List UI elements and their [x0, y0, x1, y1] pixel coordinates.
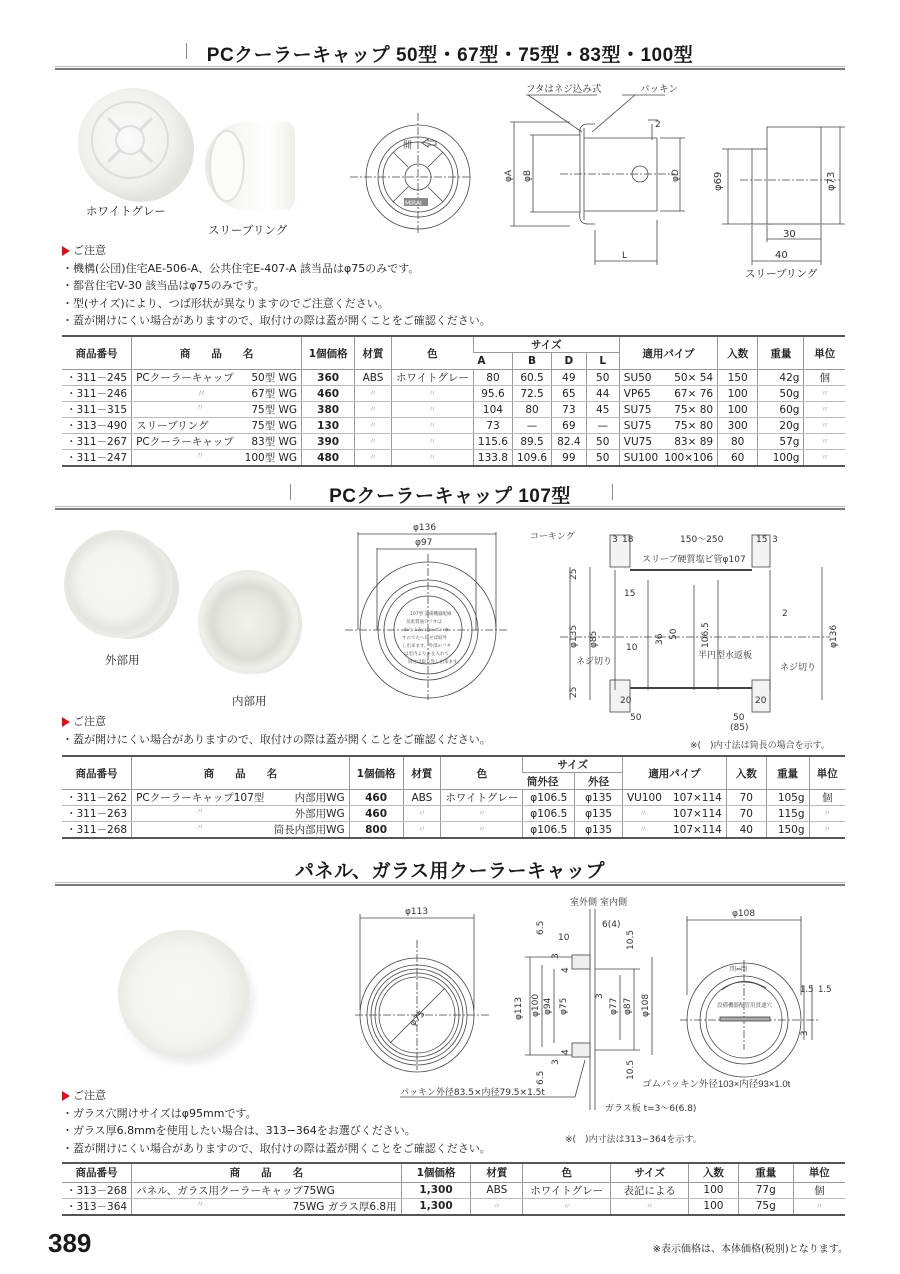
- svg-text:パッキン外径83.5×内径79.5×1.5t: パッキン外径83.5×内径79.5×1.5t: [400, 1088, 545, 1098]
- svg-text:3: 3: [800, 1030, 810, 1036]
- svg-text:φ100: φ100: [531, 993, 541, 1017]
- header-price: 1個価格: [302, 336, 355, 370]
- product-photo-external: [64, 530, 172, 638]
- table-row: ・311－263 〃 外部用WG 460 〃 〃 φ106.5 φ135 〃 107×114 70 115g 〃: [62, 806, 845, 822]
- svg-text:3: 3: [551, 1059, 561, 1065]
- svg-text:10: 10: [626, 643, 638, 653]
- note-item: ・機構(公団)住宅AE-506-A、公共住宅E-407-A 該当品はφ75のみです。: [62, 261, 420, 275]
- svg-text:φ113: φ113: [405, 907, 429, 917]
- svg-text:10.5: 10.5: [626, 1059, 636, 1080]
- svg-text:φ75: φ75: [559, 997, 569, 1015]
- photo-caption: 外部用: [105, 653, 140, 667]
- side-section-drawing: [500, 80, 700, 280]
- photo-caption: スリーブリング: [208, 223, 288, 237]
- note-item: ・蓋が開けにくい場合がありますので、取付けの際は蓋が開くことをご確認ください。: [62, 1141, 491, 1155]
- svg-text:6.5: 6.5: [536, 1070, 546, 1085]
- svg-text:パッキン: パッキン: [640, 84, 678, 95]
- product-photo-internal: [198, 570, 298, 674]
- svg-text:φ73: φ73: [826, 171, 837, 191]
- photo-caption: 内部用: [232, 694, 267, 708]
- note-item: ・都営住宅V-30 該当品はφ75のみです。: [62, 279, 265, 292]
- caution-notes: ご注意 ・ガラス穴開けサイズはφ95mmです。 ・ガラス厚6.8mmを使用したい場合は、313−364をお選びください。 ・蓋が開けにくい場合がありますので、取付けの際は蓋が開くことをご確認ください。: [62, 1087, 491, 1157]
- svg-text:φ108: φ108: [641, 993, 651, 1017]
- dimension-note: ※( )内寸法は筒長の場合を示す。: [690, 741, 830, 751]
- svg-text:φ87: φ87: [623, 997, 633, 1015]
- svg-text:φA: φA: [504, 169, 514, 182]
- front-view-107-drawing: [340, 520, 520, 700]
- spec-table-panel-glass: 商品番号 商 品 名 1個価格 材質 色 サイズ 入数 重量 単位 ・313－268 パネル、ガラス用クーラーキャップ75WG 1,300 ABS ホワイトグレー 表記による 100 77g 個 ・313－364 〃 75WG ガラス厚6.8用 1,300 〃 〃 〃 100 75g 〃: [62, 1162, 845, 1216]
- spec-table-pc-cooler-cap: 商品番号 商 品 名 1個価格 材質 色 サイズ 適用パイプ 入数 重量 単位 A B D L ・311－245 PCクーラーキャップ 50型 WG 360 ABS ホワイトグレー 80 60.5 49 50 SU50 50× 54 150 42g 個 ・311－246 〃 67型 WG 460 〃 〃 95.6 72.5 65 44 VP65 67× 76 100 50g 〃 ・311－315 〃 75型 WG 380 〃 〃 104 80 73 45 SU75 75× 80 100 60g 〃 ・313－490 スリーブリング 75型 WG 130 〃 〃 73 — 69 — SU75 75× 80 300 20g 〃 ・311－267 PCクーラーキャップ 83型 WG 390 〃 〃 115.6 89.5 82.4 50 VU75 83× 89 80 57g 〃 ・311－247 〃 100型 WG 480 〃 〃 133.8 109.6 99 50 SU100 100×106 60 100g 〃: [62, 335, 845, 467]
- svg-text:2: 2: [655, 120, 661, 130]
- svg-text:室外側: 室外側: [570, 898, 598, 908]
- svg-text:φ77: φ77: [609, 997, 619, 1015]
- title-rule: [55, 882, 845, 886]
- svg-text:回せば取り外し出来ます。: 回せば取り外し出来ます。: [408, 660, 462, 665]
- svg-text:L: L: [622, 251, 628, 261]
- front-view-drawing: [330, 95, 470, 235]
- svg-text:設備機器配管用貫通穴: 設備機器配管用貫通穴: [717, 1003, 773, 1009]
- svg-text:25: 25: [569, 568, 579, 580]
- svg-text:φ97: φ97: [415, 538, 433, 548]
- svg-text:φ75: φ75: [408, 1009, 428, 1029]
- svg-text:15: 15: [756, 535, 768, 545]
- svg-text:φB: φB: [523, 169, 533, 182]
- svg-text:15: 15: [624, 589, 636, 599]
- svg-text:2: 2: [782, 609, 788, 619]
- svg-text:気密貫通穴フタは: 気密貫通穴フタは: [406, 620, 442, 625]
- product-photo-panel-glass-cap: [118, 930, 250, 1058]
- table-row: ・313－364 〃 75WG ガラス厚6.8用 1,300 〃 〃 〃 100 75g 〃: [62, 1198, 845, 1215]
- header-color: 色: [391, 336, 473, 370]
- page-number: 389: [48, 1228, 92, 1258]
- svg-text:30: 30: [783, 229, 796, 240]
- svg-text:10.5: 10.5: [626, 929, 636, 950]
- table-row: ・311－262 PCクーラーキャップ107型 内部用WG 460 ABS ホワイトグレー φ106.5 φ135 VU100 107×114 70 105g 個: [62, 790, 845, 806]
- svg-text:室内側: 室内側: [600, 898, 628, 908]
- table-row: ・311－315 〃 75型 WG 380 〃 〃 104 80 73 45 SU75 75× 80 100 60g 〃: [62, 402, 845, 418]
- caution-notes: ご注意 ・機構(公団)住宅AE-506-A、公共住宅E-407-A 該当品はφ75のみです。 ・都営住宅V-30 該当品はφ75のみです。 ・型(サイズ)により、つば形状が異なりますのでご注意ください。 ・蓋が開けにくい場合がありますので、取付けの際は蓋が開くことをご確認ください。: [62, 242, 491, 330]
- note-item: ・蓋が開けにくい場合がありますので、取付けの際は蓋が開くことをご確認ください。: [62, 732, 491, 746]
- open-label: 開: [403, 141, 413, 151]
- section-title-panel-glass: パネル、ガラス用クーラーキャップ: [295, 861, 605, 882]
- svg-text:20: 20: [620, 696, 632, 706]
- table-row: ・311－247 〃 100型 WG 480 〃 〃 133.8 109.6 99 50 SU100 100×106 60 100g 〃: [62, 450, 845, 467]
- svg-text:50: 50: [733, 713, 745, 723]
- svg-text:3: 3: [612, 535, 618, 545]
- svg-text:スリーブリング: スリーブリング: [745, 268, 818, 280]
- svg-text:40: 40: [775, 250, 788, 261]
- caution-triangle-icon: [62, 246, 70, 256]
- header-material: 材質: [355, 336, 392, 370]
- svg-text:3: 3: [772, 535, 778, 545]
- table-row: ・311－245 PCクーラーキャップ 50型 WG 360 ABS ホワイトグレー 80 60.5 49 50 SU50 50× 54 150 42g 個: [62, 370, 845, 386]
- table-row: ・313－490 スリーブリング 75型 WG 130 〃 〃 73 — 69 — SU75 75× 80 300 20g 〃: [62, 418, 845, 434]
- svg-text:ネジ切り: ネジ切り: [780, 663, 817, 673]
- svg-text:ガラス板 t=3〜6(6.8): ガラス板 t=3〜6(6.8): [605, 1104, 697, 1114]
- sleeve-ring-opening: [209, 130, 245, 202]
- header-code: 商品番号: [62, 336, 132, 370]
- svg-text:36: 36: [655, 633, 665, 645]
- cap-face-pattern-icon: [78, 88, 188, 198]
- svg-text:50: 50: [669, 628, 679, 640]
- rubber-packing-label: ゴムパッキン外径103×内径93×1.0t: [642, 1079, 791, 1090]
- note-item: ・ガラス厚6.8mmを使用したい場合は、313−364をお選びください。: [62, 1124, 416, 1137]
- svg-text:すので左へ回せば取外: すので左へ回せば取外: [402, 636, 447, 641]
- svg-text:1.5: 1.5: [818, 985, 832, 995]
- header-name: 商 品 名: [132, 336, 302, 370]
- svg-text:50: 50: [630, 713, 642, 723]
- svg-text:10: 10: [558, 933, 570, 943]
- note-item: ・型(サイズ)により、つば形状が異なりますのでご注意ください。: [62, 296, 389, 310]
- svg-text:φ108: φ108: [732, 909, 756, 919]
- table-row: ・311－267 PCクーラーキャップ 83型 WG 390 〃 〃 115.6 89.5 82.4 50 VU75 83× 89 80 57g 〃: [62, 434, 845, 450]
- header-pipe: 適用パイプ: [619, 336, 717, 370]
- svg-text:φ136: φ136: [413, 523, 437, 533]
- section-title-107: PCクーラーキャップ 107型: [329, 486, 571, 507]
- title-rule: [55, 66, 845, 70]
- svg-text:φ135: φ135: [569, 624, 579, 648]
- product-photo-sleeve-ring: [205, 122, 295, 210]
- svg-text:6.5: 6.5: [536, 920, 546, 935]
- price-note: ※表示価格は、本体価格(税別)となります。: [652, 1244, 848, 1255]
- lid-instruction-text: 107型 設備機器配線: [410, 612, 452, 617]
- note-item: ・蓋が開けにくい場合がありますので、取付けの際は蓋が開くことをご確認ください。: [62, 314, 491, 327]
- section-view-glass-drawing: [390, 895, 697, 1115]
- svg-text:25: 25: [569, 686, 579, 698]
- svg-text:3: 3: [551, 953, 561, 959]
- photo-caption: ホワイトグレー: [86, 204, 166, 218]
- svg-text:半円型水返板: 半円型水返板: [698, 651, 753, 661]
- table-row: ・311－246 〃 67型 WG 460 〃 〃 95.6 72.5 65 44 VP65 67× 76 100 50g 〃: [62, 386, 845, 402]
- svg-text:φ136: φ136: [829, 624, 839, 648]
- table-row: ・313－268 パネル、ガラス用クーラーキャップ75WG 1,300 ABS ホワイトグレー 表記による 100 77g 個: [62, 1182, 845, 1198]
- note-item: ・ガラス穴開けサイズはφ95mmです。: [62, 1106, 257, 1120]
- title-rule: [55, 506, 845, 510]
- caution-notes: ご注意 ・蓋が開けにくい場合がありますので、取付けの際は蓋が開くことをご確認ください。: [62, 713, 491, 748]
- front-view-glass-inner-drawing: [680, 900, 850, 1050]
- svg-text:ねじこみになっていま: ねじこみになっていま: [404, 628, 449, 633]
- spec-table-107: 商品番号 商 品 名 1個価格 材質 色 サイズ 適用パイプ 入数 重量 単位 筒外径 外径 ・311－262 PCクーラーキャップ107型 内部用WG 460 ABS ホワイトグレー φ106.5 φ135 VU100 107×114 70 105g 個 ・311－263 〃 外部用WG 460 〃 〃 φ106.5 φ135 〃 107×114 70 115g 〃 ・311－268 〃 筒長内部用WG 800 〃 〃 φ106.5 φ135 〃 107×114 40 150g 〃: [62, 755, 845, 839]
- svg-text:φ85: φ85: [589, 630, 599, 648]
- svg-text:1.5: 1.5: [800, 985, 814, 995]
- svg-text:は室内よりキを入れて: は室内よりキを入れて: [404, 652, 449, 657]
- dimension-note: ※( )内寸法は313−364を示す。: [565, 1135, 702, 1145]
- svg-text:MIRAI: MIRAI: [405, 200, 422, 207]
- svg-text:(85): (85): [730, 723, 749, 733]
- svg-text:φ69: φ69: [713, 171, 724, 191]
- caution-triangle-icon: [62, 717, 70, 727]
- svg-text:φD: φD: [671, 169, 681, 182]
- header-weight: 重量: [758, 336, 804, 370]
- svg-text:6(4): 6(4): [602, 920, 621, 930]
- svg-text:20: 20: [755, 696, 767, 706]
- svg-text:18: 18: [622, 535, 634, 545]
- header-qty: 入数: [718, 336, 758, 370]
- section-view-107-drawing: [530, 530, 850, 733]
- svg-text:3: 3: [595, 993, 605, 999]
- svg-text:150〜250: 150〜250: [680, 535, 724, 545]
- header-unit: 単位: [804, 336, 845, 370]
- product-photo-white-gray: [78, 88, 188, 198]
- svg-text:し出来ます。外部のフタ: し出来ます。外部のフタ: [402, 644, 451, 649]
- svg-text:ネジ切り: ネジ切り: [576, 657, 613, 667]
- sleeve-ring-drawing: [700, 125, 850, 285]
- section-title-pc-cooler-cap: PCクーラーキャップ 50型・67型・75型・83型・100型: [206, 45, 694, 66]
- svg-text:4: 4: [561, 1049, 571, 1055]
- svg-text:閉⇔開: 閉⇔開: [730, 966, 748, 973]
- svg-text:コーキング: コーキング: [530, 532, 575, 542]
- svg-text:フタはネジ込み式: フタはネジ込み式: [526, 84, 602, 95]
- svg-text:スリーブ硬質塩ビ管φ107: スリーブ硬質塩ビ管φ107: [642, 555, 746, 565]
- table-row: ・311－268 〃 筒長内部用WG 800 〃 〃 φ106.5 φ135 〃 107×114 40 150g 〃: [62, 822, 845, 839]
- caution-triangle-icon: [62, 1091, 70, 1101]
- header-size: サイズ: [473, 336, 619, 353]
- svg-text:φ94: φ94: [543, 997, 553, 1015]
- svg-text:φ113: φ113: [514, 996, 524, 1020]
- svg-text:106.5: 106.5: [701, 622, 711, 648]
- svg-text:4: 4: [561, 967, 571, 973]
